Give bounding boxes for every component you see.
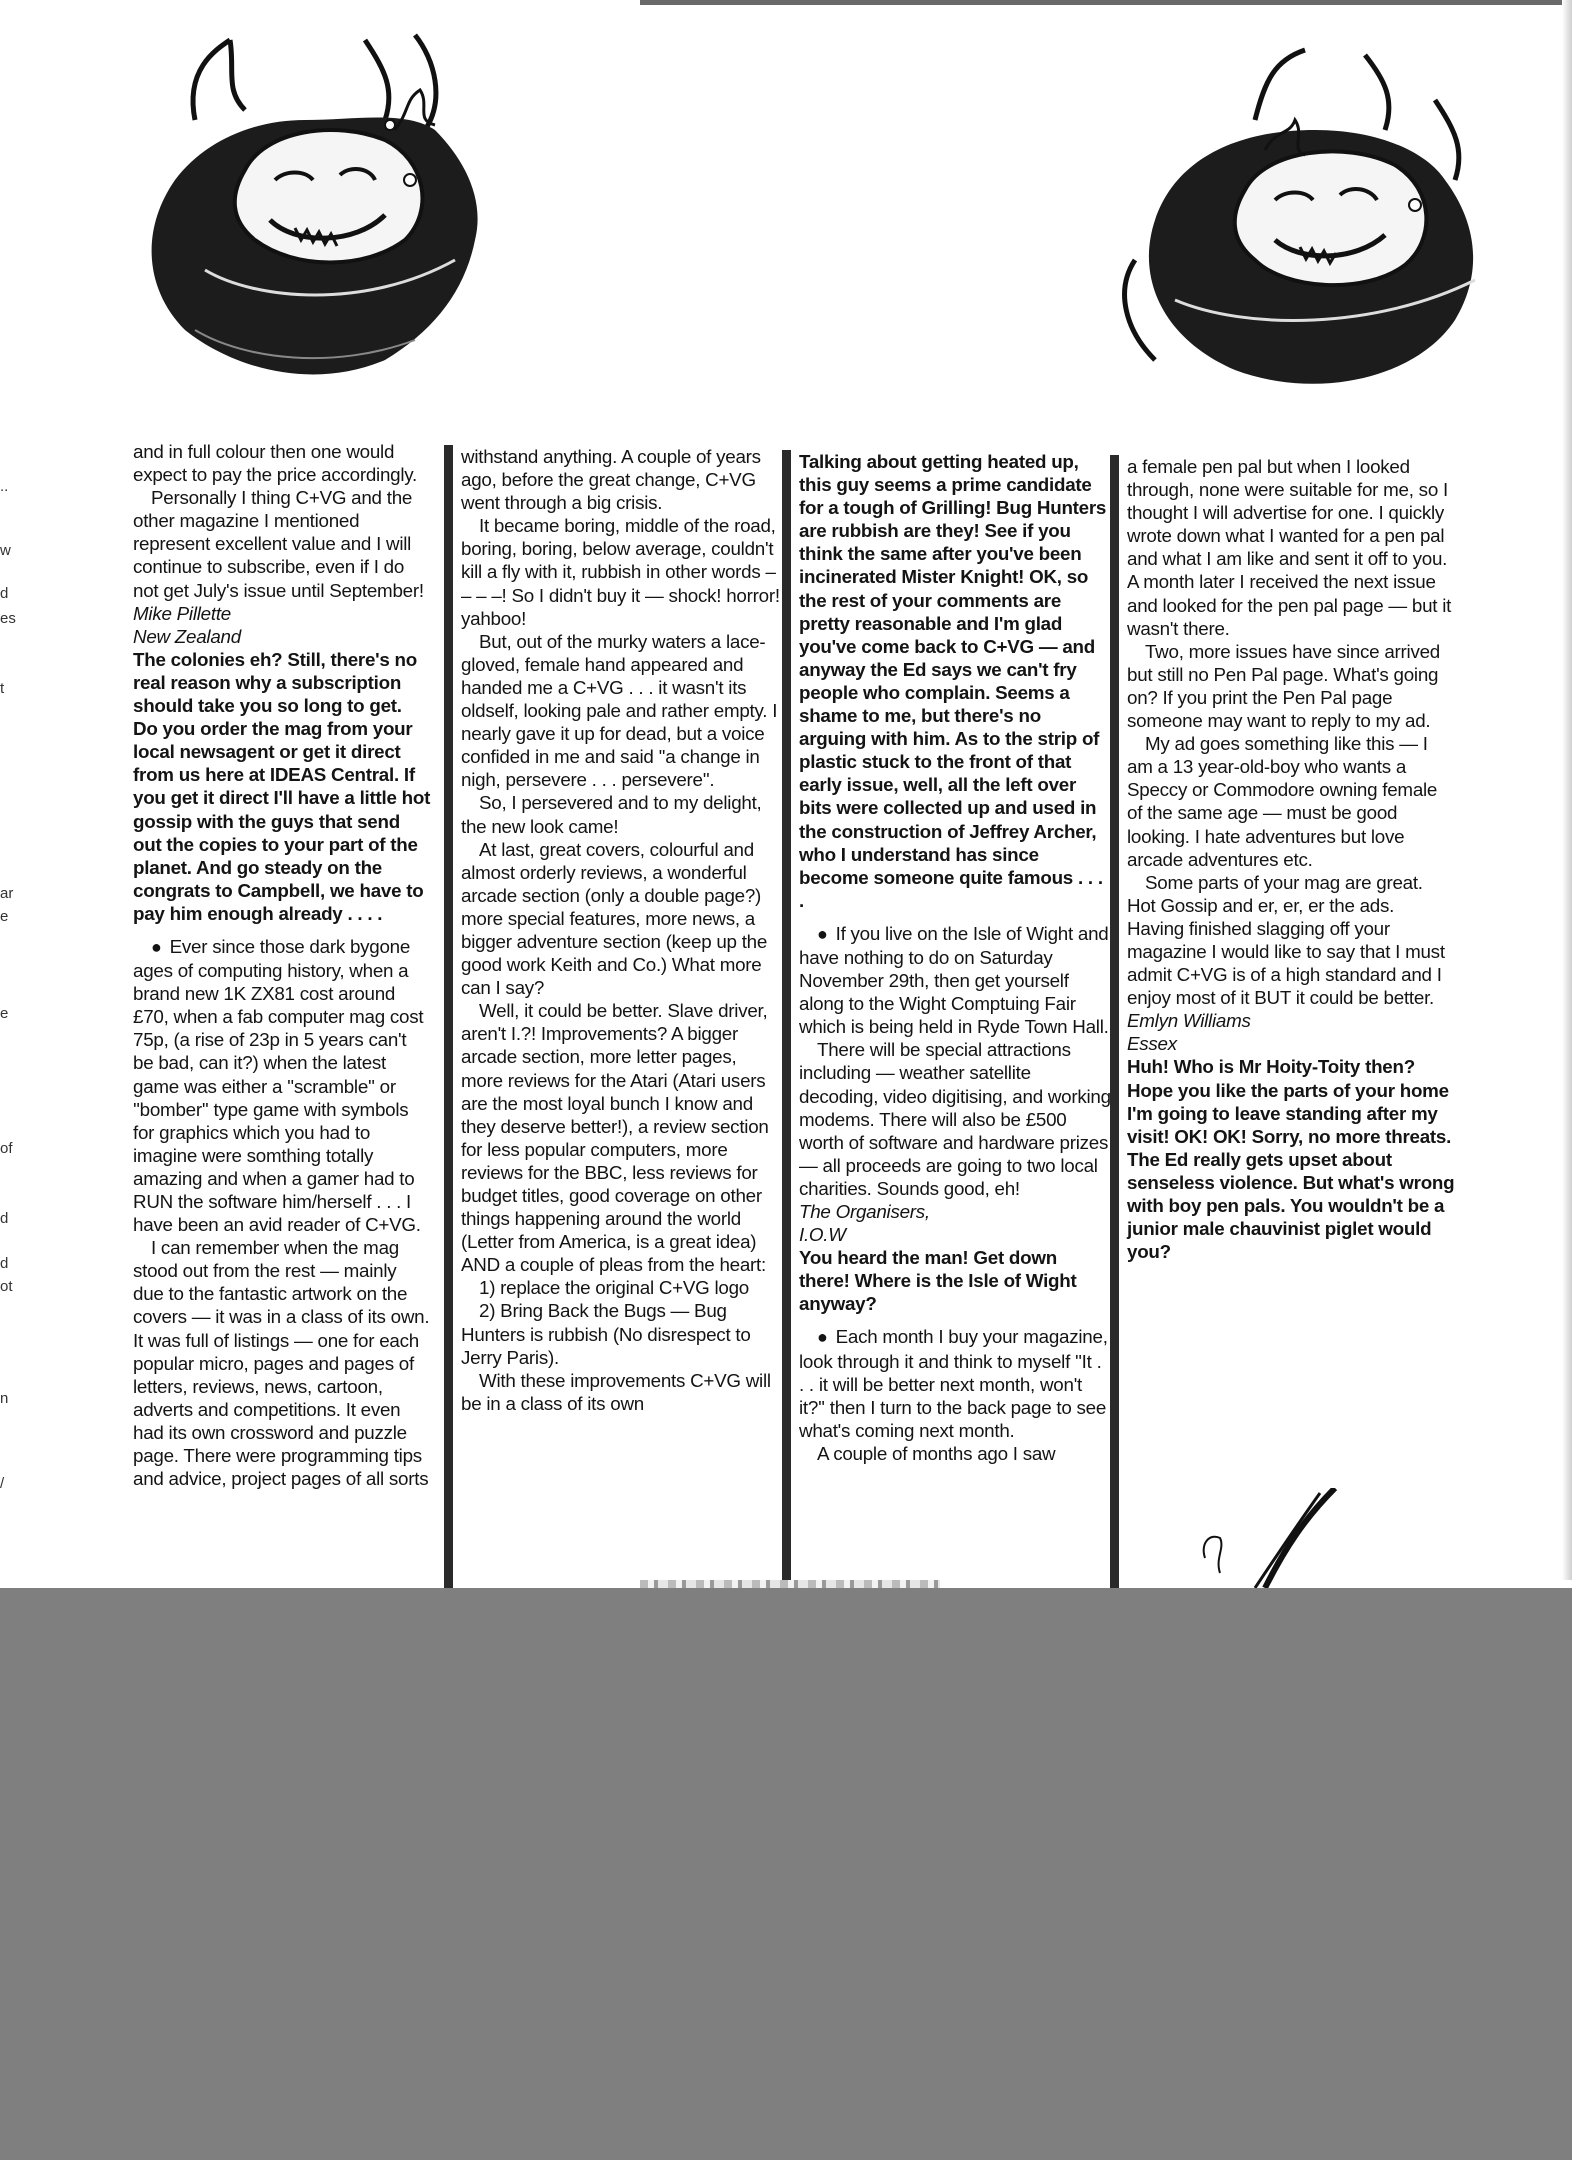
bleed-fragment: d xyxy=(0,585,9,602)
gray-mask-region xyxy=(0,1588,1572,2160)
letter-signature: The Organisers, xyxy=(799,1201,930,1222)
bleed-fragment: d xyxy=(0,1255,9,1272)
bleed-fragment: e xyxy=(0,1005,9,1022)
letter-paragraph: Some parts of your mag are great. Hot Gossip and er, er, er the ads. Having finished slagging off your magazine I would like to say that I must admit C+VG is of a high standard and I enjoy most of it BUT it could be better. xyxy=(1127,871,1445,1009)
bleed-fragment: n xyxy=(0,1390,9,1407)
letter-signature: Emlyn Williams xyxy=(1127,1010,1251,1032)
bleed-fragment: of xyxy=(0,1140,13,1157)
letter-paragraph: At last, great covers, colourful and almost orderly reviews, a wonderful arcade section (only a double page?) more special features, more news, a bigger adventure section (keep up the good work Keith and Co.) What more can I say? xyxy=(461,838,768,999)
facing-page-bleed-text xyxy=(0,450,24,1590)
letters-column-2 xyxy=(444,445,781,1593)
letter-paragraph: 1) replace the original C+VG logo xyxy=(479,1277,749,1299)
bleed-fragment: e xyxy=(0,908,9,925)
editor-reply: Talking about getting heated up, this guy seems a prime candidate for a tough of Grilling! Bug Hunters are rubbish are they! See if you think the same after you've been incinerated Mister Knight! OK, so the rest of your comments are pretty reasonable and I'm glad you've come back to C+VG — and anyway the Ed says we can't fry people who complain. Seems a shame to me, but there's no arguing with him. As to the strip of plastic stuck to the front of that early issue, well, all the left over bits were collected up and used in the construction of Jeffrey Archer, who I understand has since become someone quite famous . . . . xyxy=(799,451,1107,911)
bug-creature-illustration-left xyxy=(135,30,535,400)
editor-reply: You heard the man! Get down there! Where is the Isle of Wight anyway? xyxy=(799,1247,1077,1315)
letter-paragraph: withstand anything. A couple of years ago, before the great change, C+VG went through a big crisis. xyxy=(461,446,761,514)
bug-creature-illustration-right xyxy=(1115,40,1535,410)
letter-paragraph: There will be special attractions including — weather satellite decoding, video digitising, and working modems. There will also be £500 worth of software and hardware prizes — all proceeds are going to two local charities. Sounds good, eh! xyxy=(799,1039,1111,1199)
bleed-fragment: w xyxy=(0,542,11,559)
letter-start: ● If you live on the Isle of Wight and have nothing to do on Saturday November 29th, then get yourself along to the Wight Comptuing Fair which is being held in Ryde Town Hall. xyxy=(799,922,1111,1038)
letter-paragraph: So, I persevered and to my delight, the new look came! xyxy=(461,792,762,837)
editor-reply: Huh! Who is Mr Hoity-Toity then? Hope you like the parts of your home I'm going to leave standing after my visit! OK! OK! Sorry, no more threats. The Ed really gets upset about senseless violence. But what's wrong with boy pen pals. You wouldn't be a junior male chauvinist piglet would you? xyxy=(1127,1056,1455,1263)
letter-signature: Mike Pillette xyxy=(133,602,231,624)
letter-signature: New Zealand xyxy=(133,625,241,647)
letter-paragraph: I can remember when the mag stood out from the rest — mainly due to the fantastic artwork on the covers — it was in a class of its own. It was full of listings — one for each popular micro, pages and pages of letters, reviews, news, cartoon, adverts and competitions. It even had its own crossword and puzzle page. There were programming tips and advice, project pages of all sorts xyxy=(133,1237,430,1490)
letter-paragraph: My ad goes something like this — I am a 13 year-old-boy who wants a Speccy or Commodore owning female of the same age — must be good looking. I hate adventures but love arcade adventures etc. xyxy=(1127,733,1438,870)
bleed-fragment: ar xyxy=(0,885,14,902)
letter-signature: Essex xyxy=(1127,1033,1177,1055)
bleed-fragment: / xyxy=(0,1475,5,1492)
letters-column-1 xyxy=(133,440,431,1588)
bleed-fragment: .. xyxy=(0,478,9,495)
letters-column-3 xyxy=(782,450,1111,1598)
letter-signature: I.O.W xyxy=(799,1224,846,1246)
bleed-fragment: es xyxy=(0,610,16,627)
letters-column-4 xyxy=(1110,455,1455,1603)
bleed-fragment: d xyxy=(0,1210,9,1227)
letter-paragraph: Well, it could be better. Slave driver, aren't I.?! Improvements? A bigger arcade section, more letter pages, more reviews for the Atari (Atari users are the most loyal bunch I know and they deserve better!), a review section for less popular computers, more reviews for the BBC, less reviews for budget titles, good coverage on other things happening around the world (Letter from America, is a great idea) AND a couple of pleas from the heart: xyxy=(461,1000,769,1276)
letter-paragraph: A couple of months ago I saw xyxy=(817,1442,1056,1464)
letter-start: ● Each month I buy your magazine, look through it and think to myself ''It . . . it will be better next month, won't it?'' then I turn to the back page to see what's coming next month. xyxy=(799,1325,1111,1441)
letter-paragraph: a female pen pal but when I looked through, none were suitable for me, so I thought I will advertise for one. I quickly wrote down what I wanted for a pen pal and what I am like and sent it off to you. A month later I received the next issue and looked for the pen pal page — but it wasn't there. xyxy=(1127,456,1452,639)
bleed-fragment: t xyxy=(0,680,5,697)
letter-paragraph: and in full colour then one would expect to pay the price accordingly. xyxy=(133,441,418,486)
page-edge-shadow xyxy=(1562,0,1572,1580)
letter-paragraph: Two, more issues have since arrived but still no Pen Pal page. What's going on? If you print the Pen Pal page someone may want to reply to my ad. xyxy=(1127,640,1441,732)
letter-paragraph: It became boring, middle of the road, boring, boring, below average, couldn't kill a fly with it, rubbish in other words – – – –! So I didn't buy it — shock! horror! yahboo! xyxy=(461,515,780,629)
bleed-fragment: ot xyxy=(0,1278,13,1295)
letter-paragraph: But, out of the murky waters a lace-gloved, female hand appeared and handed me a C+VG . . . it wasn't its oldself, looking pale and rather empty. I nearly gave it up for dead, but a voice confided in me and said ''a change in nigh, persevere . . . persevere''. xyxy=(461,630,778,791)
letter-start: ● Ever since those dark bygone ages of computing history, when a brand new 1K ZX81 cost around £70, when a fab computer mag cost 75p, (a rise of 23p in 5 years can't be bad, can it?) when the latest game was either a ''scramble'' or ''bomber'' type game with symbols for graphics which you had to imagine were somthing totally amazing and when a gamer had to RUN the software him/herself . . . I have been an avid reader of C+VG. xyxy=(133,935,431,1236)
letter-paragraph: Personally I thing C+VG and the other magazine I mentioned represent excellent value and I will continue to subscribe, even if I do not get July's issue until September! xyxy=(133,487,424,601)
editor-reply: The colonies eh? Still, there's no real reason why a subscription should take you so long to get. Do you order the mag from your local newsagent or get it direct from us here at IDEAS Central. If you get it direct I'll have a little hot gossip with the guys that send out the copies to your part of the planet. And go steady on the congrats to Campbell, we have to pay him enough already . . . . xyxy=(133,648,431,924)
letter-paragraph: With these improvements C+VG will be in a class of its own xyxy=(461,1369,771,1414)
letter-paragraph: 2) Bring Back the Bugs — Bug Hunters is rubbish (No disrespect to Jerry Paris). xyxy=(461,1300,751,1368)
top-edge-rule xyxy=(640,0,1572,5)
